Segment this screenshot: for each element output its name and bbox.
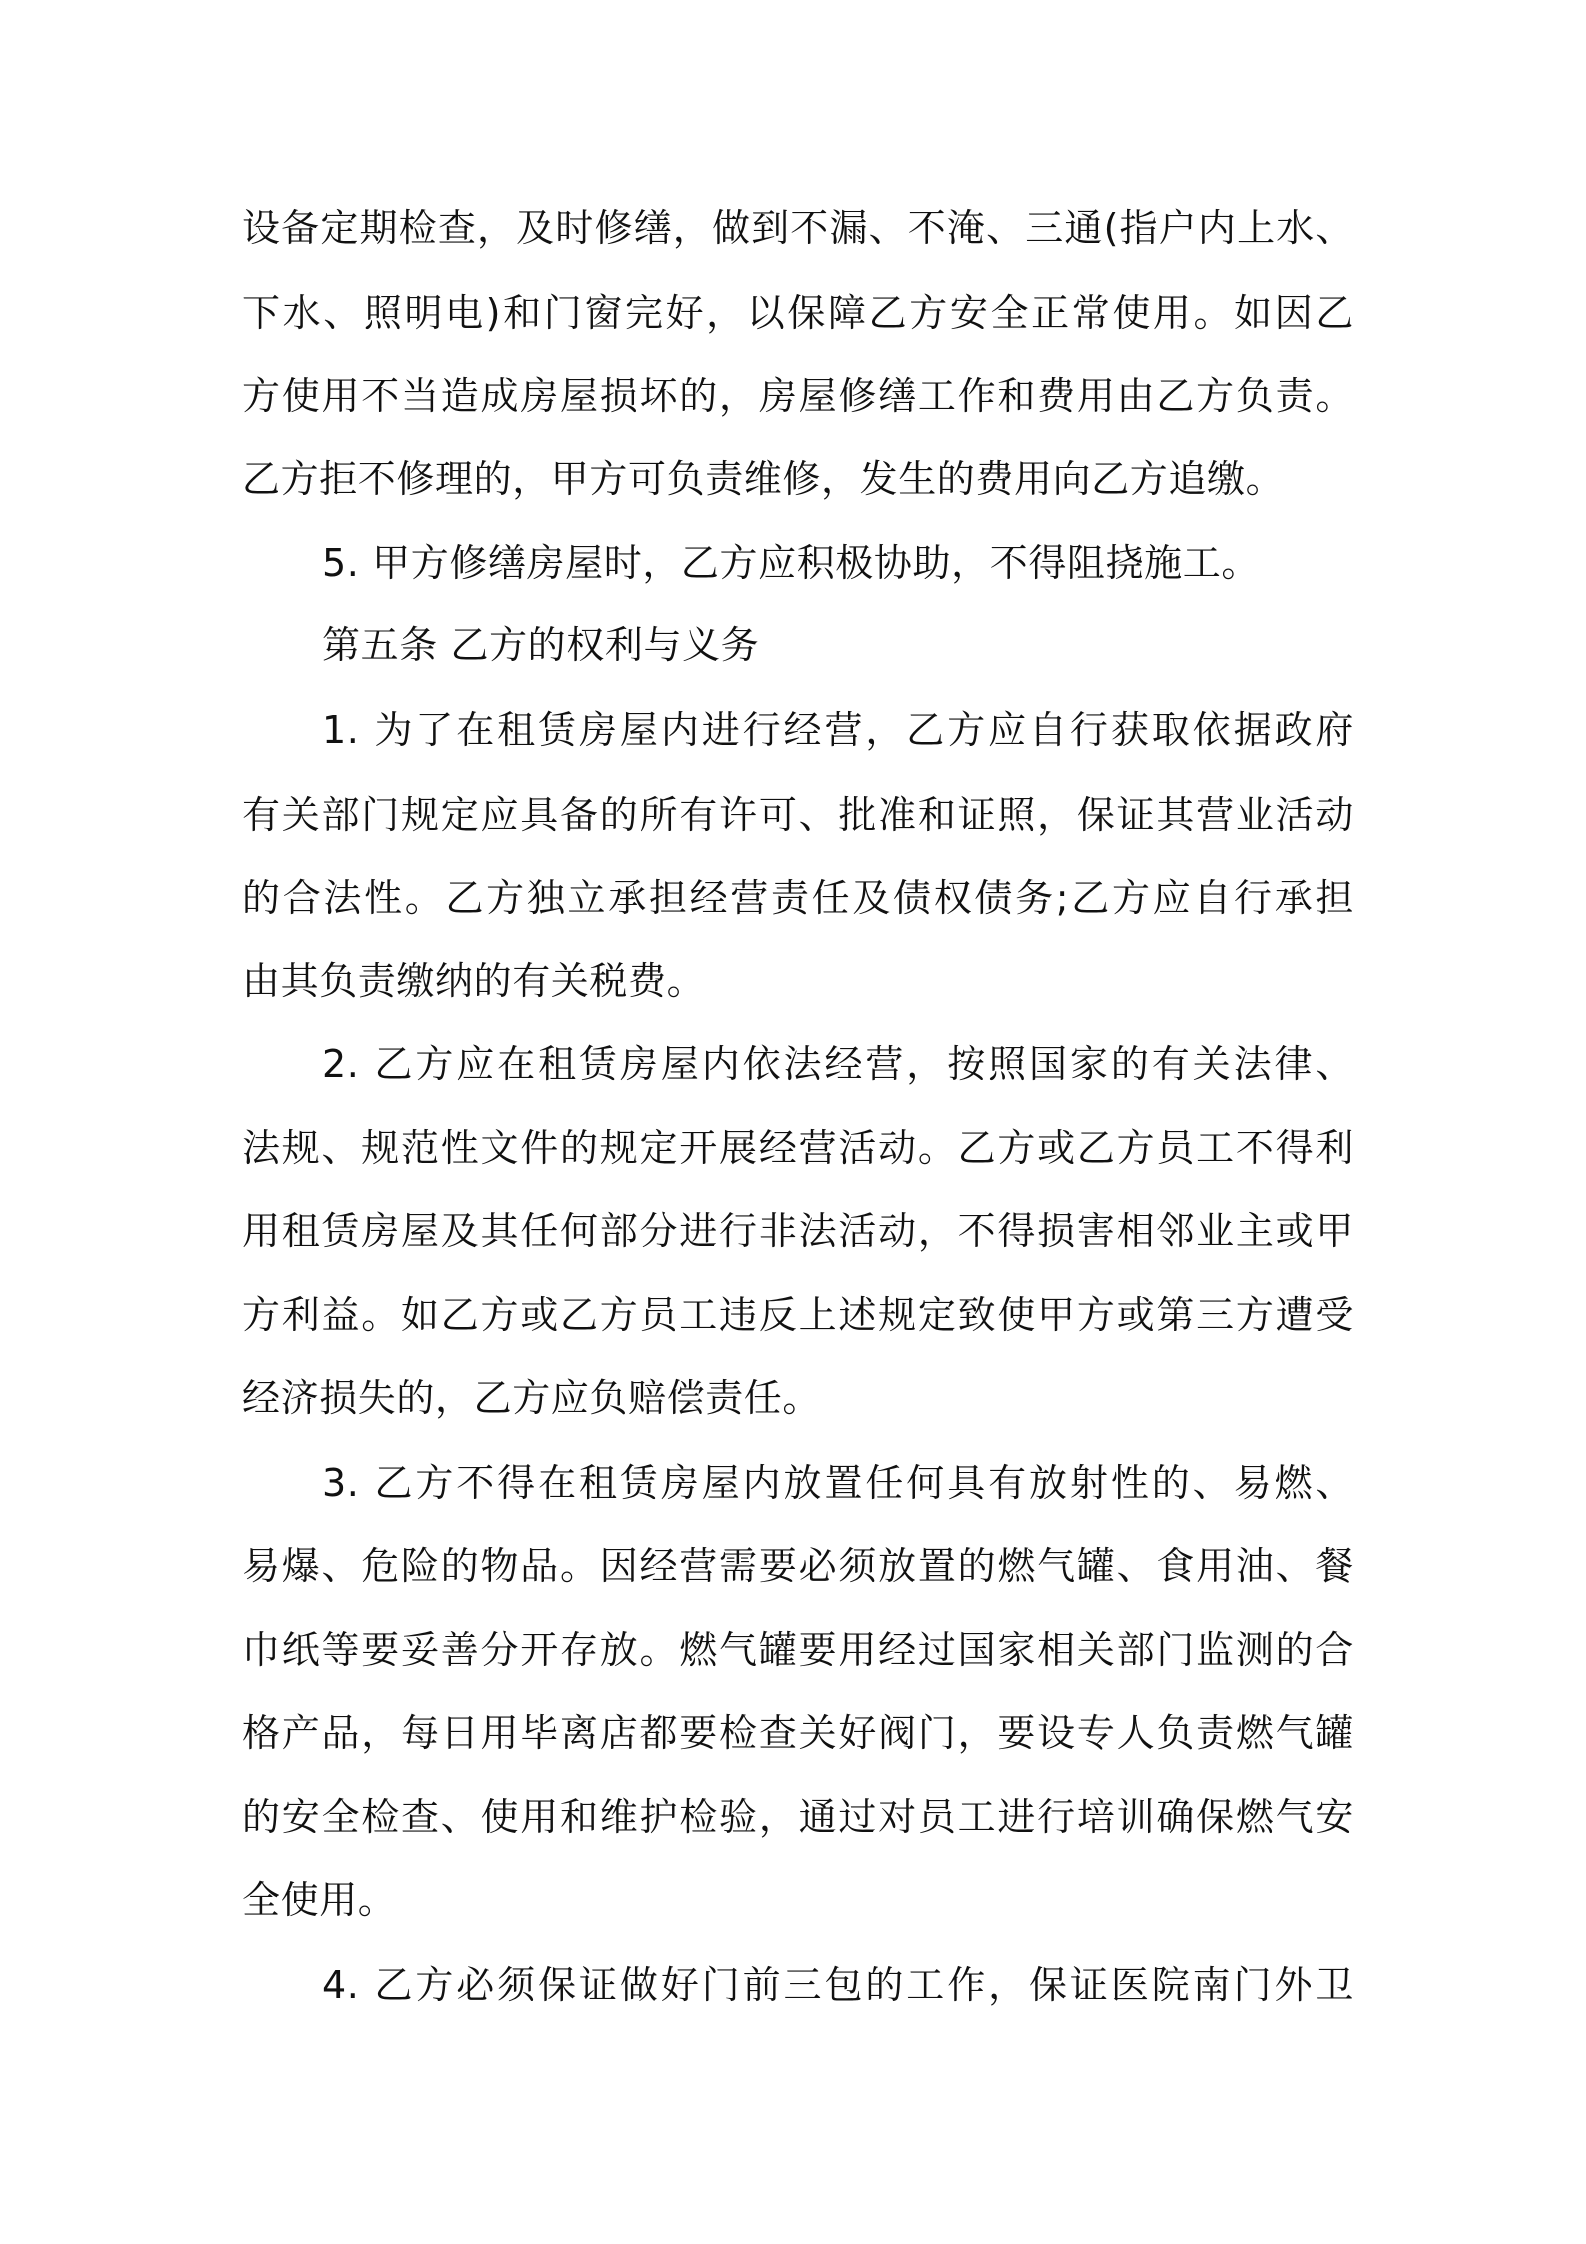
text-line: 方利益。如乙方或乙方员工违反上述规定致使甲方或第三方遭受 [242, 1293, 1354, 1337]
text-line: 1. 为了在租赁房屋内进行经营，乙方应自行获取依据政府 [322, 708, 1354, 752]
text-line: 用租赁房屋及其任何部分进行非法活动，不得损害相邻业主或甲 [242, 1209, 1354, 1253]
text-line: 易爆、危险的物品。因经营需要必须放置的燃气罐、食用油、餐 [242, 1544, 1354, 1588]
text-line: 方使用不当造成房屋损坏的，房屋修缮工作和费用由乙方负责。 [242, 374, 1354, 418]
text-line: 法规、规范性文件的规定开展经营活动。乙方或乙方员工不得利 [242, 1126, 1354, 1170]
text-line: 经济损失的，乙方应负赔偿责任。 [242, 1376, 822, 1420]
text-line: 2. 乙方应在租赁房屋内依法经营，按照国家的有关法律、 [322, 1042, 1354, 1086]
text-line: 3. 乙方不得在租赁房屋内放置任何具有放射性的、易燃、 [322, 1461, 1354, 1505]
text-line: 格产品，每日用毕离店都要检查关好阀门，要设专人负责燃气罐 [242, 1711, 1354, 1755]
text-line: 5. 甲方修缮房屋时，乙方应积极协助，不得阻挠施工。 [322, 541, 1260, 585]
text-line: 的合法性。乙方独立承担经营责任及债权债务;乙方应自行承担 [242, 876, 1354, 920]
text-line: 下水、照明电)和门窗完好，以保障乙方安全正常使用。如因乙 [242, 291, 1354, 335]
text-line: 乙方拒不修理的，甲方可负责维修，发生的费用向乙方追缴。 [242, 457, 1285, 501]
text-line: 巾纸等要妥善分开存放。燃气罐要用经过国家相关部门监测的合 [242, 1628, 1354, 1672]
text-line: 由其负责缴纳的有关税费。 [242, 959, 706, 1003]
text-line: 4. 乙方必须保证做好门前三包的工作，保证医院南门外卫 [322, 1963, 1354, 2007]
text-line: 有关部门规定应具备的所有许可、批准和证照，保证其营业活动 [242, 793, 1354, 837]
text-line: 全使用。 [242, 1878, 397, 1922]
text-line: 的安全检查、使用和维护检验，通过对员工进行培训确保燃气安 [242, 1795, 1354, 1839]
section-heading: 第五条 乙方的权利与义务 [322, 623, 760, 667]
text-line: 设备定期检查，及时修缮，做到不漏、不淹、三通(指户内上水、 [242, 206, 1354, 250]
